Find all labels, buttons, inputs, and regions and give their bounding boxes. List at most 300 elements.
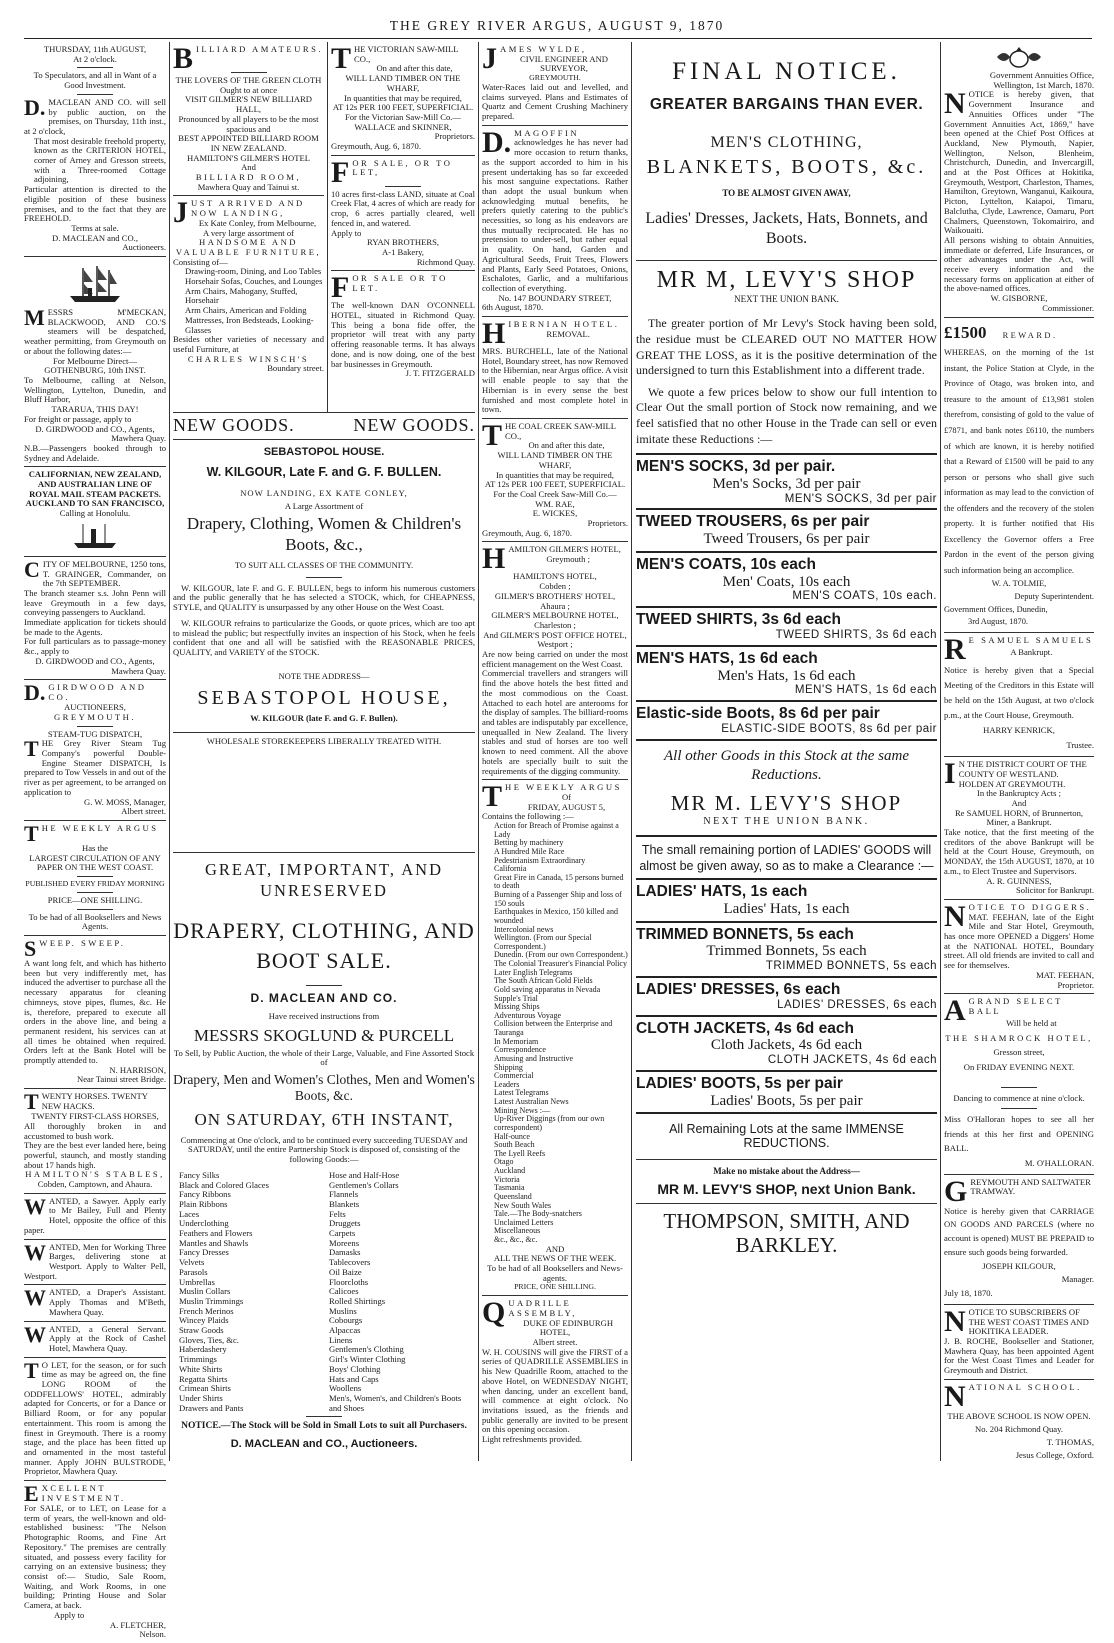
ad-body: MRS. BURCHELL, late of the National Hotel, Boundary street, has now Removed to the Hibernian, near Argus office. A visit will enable people to say that the Hibernian is in every sense the best furnished and most complete hotel in town. [482,346,628,415]
ad-line: Consisting of— [173,256,228,267]
list-item: Betting by machinery [494,838,564,848]
list-item: Regatta Shirts [179,1373,228,1384]
ad-signature: N. HARRISON, [109,1064,166,1075]
list-item: Felts [329,1208,346,1219]
list-item: Rolled Shirtings [329,1295,386,1306]
ad-line: Light refreshments provided. [482,1434,582,1445]
ad-body: W. H. COUSINS will give the FIRST of a series of QUADRILLE ASSEMBLIES in his New Quadrille Room, attached to the above Hotel, on WEDNESDAY NIGHT, when dancing, under an excellent band, will commence at eight o'clock. No invitations issued, as the friends and public generally are invited to be present on this opening occasion. [482,1346,628,1435]
price-line: MEN'S COATS, 10s each. [792,590,937,603]
ad-body: A want long felt, and which has hitherto been but very indifferently met, has induced the advertiser to purchase all the necessary apparatus for cleaning chimneys, stove pipes, flumes, &c. He is, therefore, prepared to execute all orders in the above line, and being a permanent resident, his services can at all times be obtained when required. Orders left at the Bank Hotel will be promptly attended to. [24,958,166,1066]
ad-body: Besides other varieties of necessary and useful Furniture, at [173,334,324,354]
ad-heading: REYMOUTH AND SALTWATER TRAMWAY. [970,1176,1091,1197]
ad-signature: W. A. TOLMIE, [991,579,1047,589]
ad-body: That most desirable freehold property, known as the CRITERION HOTEL, corner of Arney and Gresson streets, with a Three-roomed Cottage adjoining, [34,135,166,185]
ad-tramway: GREYMOUTH AND SALTWATER TRAMWAY. Notice is hereby given that CARRIAGE ON GOODS AND PARCELS (where no account is opened) MUST BE PREPAID to ensure such goods being forwarded. JOSEPH KILGOUR, Manager. July 18, 1870. [944,1175,1094,1305]
ad-kilgour [173,412,475,852]
list-item: Parasols [179,1266,208,1277]
ad-line: TARARUA, THIS DAY! [51,404,139,415]
list-item: Tale.—The Body-snatchers [494,1209,582,1219]
price-line: Ladies' Hats, 1s each [723,901,850,918]
ad-line: No. 147 BOUNDARY STREET, [498,292,612,303]
column-7 [944,42,1094,1462]
list-item: Floorcloths [329,1276,369,1287]
masthead: THE GREY RIVER ARGUS, AUGUST 9, 1870 [389,18,725,33]
ad-signature: A-1 Bakery, [382,246,424,257]
ad-signature: D. MACLEAN and CO., Auctioneers. [230,1438,418,1451]
levy-price-list [636,453,937,741]
ad-body: J. B. ROCHE, Bookseller and Stationer, Mawhera Quay, has been appointed Agent for the West Coast Times and Leader for Greymouth and District. [944,1336,1094,1376]
ad-line: GREYMOUTH. [529,73,581,83]
price-line: Ladies' Boots, 5s per pair [710,1092,863,1109]
ad-signature: Deputy Superintendent. [1014,592,1094,602]
ad-line: A Bankrupt. [1010,647,1053,658]
list-item: Cobourgs [329,1315,363,1326]
ad-line: WILL LAND TIMBER ON THE WHARF, [345,73,461,93]
goods-list-left [179,1171,319,1414]
ad-line: No. 204 Richmond Quay. [975,1423,1063,1434]
column-rule [478,42,479,1461]
ad-maclean-sale [173,852,475,1452]
ad-body: N.B.—Passengers booked through to Sydney and Adelaide. [24,442,166,463]
ad-weekly-argus-contents: THE WEEKLY ARGUS Of FRIDAY, AUGUST 5, Contains the following :— Action for Breach of Promise against a Lady Betting by machinery A Hundred Mile Race Pedestrianism Extraordinary California Great Fire in Canada, 15 persons burned to death Burning of a Passenger Ship and loss of 150 souls Earthquakes in Mexico, 150 killed and wounded Intercolonial news Wellington. (From our Special Correspondent.) Dunedin. (From our own Correspondent.) The Colonial Treasurer's Financial Policy Later English Telegrams The South African Gold Fields Gold saving apparatus in Nevada Supple's Trial Missing Ships Adventurous Voyage Collision between the Enterprise and Tauranga In Memoriam Correspondence Amusing and Instructive Shipping Commercial Leaders Latest Telegrams Latest Australian News Mining News :— Up-River Diggings (from our own correspondent) Half-ounce South Beach The Lyell Reefs Otago Auckland Victoria Tasmania Queensland New South Wales Tale.—The Body-snatchers Unclaimed Letters Miscellaneous &c., &c., &c. AND ALL THE NEWS OF THE WEEK. To be had of all Booksellers and News-agents. PRICE, ONE SHILLING. [482,780,628,1296]
list-item: Queensland [494,1191,532,1201]
list-item: Arm Chairs, American and Folding [185,305,307,316]
ad-ball: AGRAND SELECT BALL Will be held at THE SHAMROCK HOTEL, Gresson street, On FRIDAY EVENING NEXT. Dancing to commence at nine o'clock. Miss O'Halloran hopes to see all her friends at this her first and OPENING BALL. M. O'HALLORAN. [944,994,1094,1174]
ad-line: W. KILGOUR (late F. and G. F. Bullen). [250,712,398,723]
price-line: MEN'S HATS, 1s 6d each [794,684,937,697]
list-item: Carpets [329,1228,356,1239]
list-item: Drawers and Pants [179,1402,244,1413]
list-item: Up-River Diggings (from our own correspondent) [494,1114,605,1132]
ad-line: Government Annuities Office, [989,70,1094,80]
ad-heading: THE SHAMROCK HOTEL, [945,1032,1093,1043]
ad-line: For the Victorian Saw-Mill Co.— [344,111,462,122]
list-item: Action for Breach of Promise against a Lady [494,821,619,839]
column-rule [169,42,170,1461]
list-item: Under Shirts [179,1392,223,1403]
list-item: A Hundred Mile Race [494,846,565,856]
ad-line: Apply to [54,1609,85,1620]
ad-body: acknowledges he has never had more occasion to return thanks, as the support accorded to him in his present undertaking has so far exceeded his most sanguine expectations. Rather than adopt the usual bunkum when acknowledging mutual benefits, he prefers quietly catering to the public's necessities, so long as his endeavors are thus mutually reciprocated. He has no pretension to under-sell, but rather equal in quality. On hand, Garden and Agricultural Seeds, Fruit Trees, Flowers and Plants, Early Seed Potatoes, Onions, Eschalotes, Garlic, and a multifarious collection of everything. [482,137,628,293]
ad-line: Terms at sale. [71,222,119,233]
list-item: Hose and Half-Hose [329,1169,400,1180]
ad-criterion-hotel: THURSDAY, 11th AUGUST, At 2 o'clock. To Speculators, and all in Want of a Good Investment. D. MACLEAN AND CO. will sell by public auction, on the premises, on Thursday, 11th inst., at 2 o'clock, That most desirable freehold property, known as the CRITERION HOTEL, corner of Arney and Gresson streets, with a Three-roomed Cottage adjoining, Particular attention is directed to the eligible position of these business premises, and to the fact that they are FREEHOLD. Terms at sale. D. MACLEAN and CO., Auctioneers. [24,42,166,257]
ad-wanted-sawyer: WANTED, a Sawyer. Apply early to Mr Bailey, Full and Plenty Hotel, opposite the office of this paper. [24,1194,166,1240]
price-item [636,878,937,922]
ad-signature: A. R. GUINNESS, [986,875,1052,886]
ad-body: Commercial travellers and strangers will find the above hotels the best fitted and the most commodious on the Coast. Attached to each hotel are anterooms for the display of samples. The billiard-rooms and tables are indisputably par excellence, unequalled in New Zealand. The livery stables and stud of horses are too well known to need comment. All the above hotels are specially built to suit the requirements of the digging community. [482,668,628,776]
ad-signature: Proprietors. [587,518,628,529]
ad-body: Are now being carried on under the most efficient management on the West Coast. [482,649,628,669]
kilgour-name: W. KILGOUR, Late F. and G. F. BULLEN. [206,464,442,479]
ad-heading: OR SALE, OR TO LET, [352,157,453,178]
list-item: Muslin Collars [179,1286,231,1297]
ad-heading: OTICE TO DIGGERS. [968,901,1092,912]
ad-heading: WENTY HORSES. TWENTY NEW HACKS. [41,1091,148,1111]
ad-line: GILMER'S BROTHERS' HOTEL, [494,590,616,601]
ad-body: The branch steamer s.s. John Penn will leave Greymouth in a few days, conveying passengers to Auckland. [24,587,166,618]
ad-heading: ATIONAL SCHOOL. [968,1381,1082,1392]
ad-line: Gresson street, [993,1047,1045,1058]
ad-line: At 2 o'clock. [73,53,117,64]
list-item: Black and Colored Glaces [179,1179,269,1190]
ad-body: The well-known DAN O'CONNELL HOTEL, situated in Richmond Quay. This being a bona fide offer, the proprietor will treat with any party offering reasonable terms. It has always done, and is now doing, one of the best bar businesses in Greymouth. [331,300,475,369]
levy-line: TO BE ALMOST GIVEN AWAY, [722,188,851,199]
list-item: Supple's Trial [494,993,538,1003]
ad-steamers: MESSRS M'MECKAN, BLACKWOOD, AND CO.'S steamers will be despatched, weather permitting, from Greymouth on or about the following dates:— For Melbourne Direct— GOTHENBURG, 10th INST. To Melbourne, calling at Nelson, Wellington, Lyttelton, Dunedin, and Bluff Harbor, TARARUA, THIS DAY! For freight or passage, apply to D. GIRDWOOD and CO., Agents, Mawhera Quay. N.B.—Passengers booked through to Sydney and Adelaide. [24,257,166,467]
list-item: Drawing-room, Dining, and Loo Tables [185,266,322,277]
column-rule [631,42,632,1461]
ad-signature: A. FLETCHER, [109,1619,166,1630]
list-item: Girl's Winter Clothing [329,1354,406,1365]
ad-heading: GIRDWOOD AND CO. [48,682,147,702]
ad-body: ITY OF MELBOURNE, 1250 tons, T. GRAINGER, Commander, on the 7th SEPTEMBER. [42,558,166,589]
ad-diggers: NOTICE TO DIGGERS. MAT. FEEHAN, late of the Eight Mile and Star Hotel, Greymouth, has once more OPENED a Diggers' Home at the NATIONAL HOTEL, Boundary street. All old friends are invited to call and see for themselves. MAT. FEEHAN, Proprietor. [944,900,1094,994]
price-line: Trimmed Bonnets, 5s each [706,943,867,960]
kilgour-house: SEBASTOPOL HOUSE. [263,446,385,459]
price-heading: LADIES' BOOTS, 5s per pair [636,1074,843,1092]
ad-body: They are the best ever landed here, being powerful, staunch, and mostly standing about 17 hands high. [24,1140,166,1170]
ad-hibernian: HIBERNIAN HOTEL. REMOVAL. MRS. BURCHELL, late of the National Hotel, Boundary street, has now Removed to the Hibernian, near Argus office. A visit will enable people to say that the Hibernian is in every sense the best furnished and most complete hotel in town. [482,317,628,419]
list-item: Boys' Clothing [329,1363,381,1374]
list-item: Tasmania [494,1183,525,1193]
price-item [636,606,937,647]
price-item [636,921,937,978]
list-item: Later English Telegrams [494,967,573,977]
list-item: Woollens [329,1383,362,1394]
ad-line: A very large assortment of [202,227,294,238]
ad-line: To Speculators, and all in Want of a Good Investment. [33,70,157,91]
ad-weekly-argus: THE WEEKLY ARGUS Has the LARGEST CIRCULATION OF ANY PAPER ON THE WEST COAST. PUBLISHED EVERY FRIDAY MORNING PRICE—ONE SHILLING. To be had of all Booksellers and News Agents. [24,821,166,936]
list-item: Pedestrianism Extraordinary [494,855,586,865]
list-item: Druggets [329,1218,361,1229]
ad-line: Wellington, 1st March, 1870. [993,79,1094,90]
list-item: Crimean Shirts [179,1383,231,1394]
list-item: Gentlemen's Clothing [329,1344,404,1355]
ad-line: Ought to at once [219,84,278,95]
ad-body: OTICE is hereby given, that Government Insurance and Annuities Offices under "The Government Annuities Act, 1869," have been opened at the Chief Post Offices at Auckland, New Plymouth, Napier, Wellington, Nelson, Blenheim, Christchurch, Dunedin, and Invercargill, and at the Post Offices at Hokitika, Greymouth, Westport, Charleston, Thames, Hamilton, Greytown, Wanganui, Kaikoura, Picton, Lyttelton, Kaiapoi, Timaru, Balclutha, Clyde, Lawrence, Oamaru, Port Chalmers, Queenstown, Tokomairiro, and Waikouaiti. [944,89,1094,236]
price-heading: MEN'S SOCKS, 3d per pair. [636,458,836,476]
list-item: Earthquakes in Mexico, 150 killed and wounded [494,907,618,925]
ad-heading: UADRILLE ASSEMBLY, [508,1298,577,1318]
kilgour-goods: Drapery, Clothing, Women & Children's Boots, &c., [186,514,462,554]
ad-heading: CHARLES WINSCH'S [187,353,310,364]
ad-city-of-melbourne: CITY OF MELBOURNE, 1250 tons, T. GRAINGER, Commander, on the 7th SEPTEMBER. The branch steamer s.s. John Penn will leave Greymouth in a few days, conveying passengers to Auckland. Immediate application for tickets should be made to the Agents. For full particulars as to passage-money &c., apply to D. GIRDWOOD and CO., Agents, Mawhera Quay. [24,557,166,680]
ad-body: WHEREAS, on the morning of the 1st instant, the Police Station at Clyde, in the Province of Otago, was broken into, and treasure to the amount of £13,981 stolen therefrom, consisting of gold to the value of £7871, and bank notes £6110, the numbers of which are known, it is hereby notified that a Reward of £1500 will be paid to any person or persons who shall give such information as may lead to the conviction of the offenders and the recovery of the stolen property. It is further notified that His Excellency the Governor offers a Free Pardon in the event of the person giving such information being an accomplice. [944,348,1094,575]
list-item: Mattresses, Iron Bedsteads, Looking-Glasses [185,314,314,335]
price-line: ELASTIC-SIDE BOOTS, 8s 6d per pair [721,723,937,735]
sale-title: DRAPERY, CLOTHING, AND BOOT SALE. [173,917,475,973]
list-item: South Beach [494,1140,535,1150]
price-line: LADIES' DRESSES, 6s each [777,998,937,1011]
ad-line: Greymouth ; [546,554,591,565]
ad-line: And [241,162,256,173]
ad-heading: XCELLENT INVESTMENT. [41,1483,126,1503]
ad-wanted-draper: WANTED, a Draper's Assistant. Apply Thomas and M'Beth, Mawhera Quay. [24,1285,166,1321]
ad-body: HE Grey River Steam Tug Company's powerful Double-Engine Steamer DISPATCH, Is prepared to Tow Vessels in and out of the river as per agreement, to be arranged on application to [24,738,166,797]
ad-annuities: Government Annuities Office, Wellington, 1st March, 1870. NOTICE is hereby given, that Government Insurance and Annuities Offices under "The Government Annuities Act, 1869," have been opened at the Chief Post Offices at Auckland, New Plymouth, Napier, Wellington, Nelson, Blenheim, Christchurch, Dunedin, and Invercargill, and at the Post Offices at Hokitika, Greymouth, Westport, Charleston, Thames, Hamilton, Greytown, Wanganui, Kaikoura, Picton, Lyttelton, Kaiapoi, Timaru, Balclutha, Clyde, Lawrence, Oamaru, Port Chalmers, Queenstown, Tokomairiro, and Waikouaiti. All persons wishing to obtain Annuities, immediate or deferred, Life Insurances, or other advantages under the Act, will receive every information and the necessary forms on application at either of the above-named offices. W. GISBORNE, Commissioner. [944,42,1094,318]
ad-girdwood: D. GIRDWOOD AND CO. AUCTIONEERS, GREYMOUTH. STEAM-TUG DISPATCH, THE Grey River Steam Tug Company's powerful Double-Engine Steamer DISPATCH, Is prepared to Tow Vessels in and out of the river as per agreement, to be arranged on application to G. W. MOSS, Manager, Albert street. [24,680,166,821]
ad-signature: W. GISBORNE, [990,293,1048,304]
list-item: Plain Ribbons [179,1198,228,1209]
list-item: Flannels [329,1189,359,1200]
ad-signature: Solicitor for Bankrupt. [1015,885,1094,896]
list-item: Dunedin. (From our own Correspondent.) [494,950,628,960]
ad-line: Calling at Honolulu. [59,508,131,519]
price-item [636,976,937,1017]
list-item: Victoria [494,1174,520,1184]
levy-address: MR M. LEVY'S SHOP, next Union Bank. [657,1180,916,1197]
ad-body: MACLEAN AND CO. will sell by public auction, on the premises, on Thursday, 11th inst., at 2 o'clock, [24,96,166,136]
price-item [636,1070,937,1114]
ad-magoffin: D. MAGOFFIN acknowledges he has never had more occasion to return thanks, as the support accorded to him in his present undertaking has so far exceeded his most sanguine expectations. Rather than adopt the usual bunkum when acknowledging mutual benefits, he prefers quietly catering to the public's necessities, so long as his endeavors are thus mutually reciprocated. He has no pretension to under-sell, but rather equal in quality. On hand, Garden and Agricultural Seeds, Fruit Trees, Flowers and Plants, Early Seed Potatoes, Onions, Eschalotes, Garlic, and a multifarious collection of everything. No. 147 BOUNDARY STREET, 6th August, 1870. [482,126,628,317]
ad-signature: E. WICKES, [532,508,578,519]
ad-heading: UST ARRIVED AND NOW LANDING, [191,198,305,219]
ad-investment: EXCELLENT INVESTMENT. For SALE, or to LET, on Lease for a term of years, the well-known and old-established business: "The Nelson Photographic Rooms, and Fine Art Repository." The premises are centrally situated, and possess every facility for carrying on an extensive business; they consist of:— Studio, Sale Room, Waiting, and Work Rooms, in one building; Printing House and Solar Camera, at back. Apply to A. FLETCHER, Nelson. [24,1481,166,1640]
ad-line: To be had of all Booksellers and News Agents. [28,911,162,932]
ad-line: Westport ; [537,639,573,650]
ad-james-wylde: JAMES WYLDE, CIVIL ENGINEER AND SURVEYOR, GREYMOUTH. Water-Races laid out and levelled, and claims surveyed. Plans and Estimates of Quartz and Cement Crushing Machinery prepared. [482,42,628,126]
list-item: Calicoes [329,1286,359,1297]
ad-line: FRIDAY, AUGUST 5, [527,801,606,812]
ad-line: Albert street. [532,1337,578,1348]
ad-heading: GREYMOUTH. [53,711,137,722]
ad-signature: Commissioner. [1042,302,1094,313]
ad-line: Greymouth, Aug. 6, 1870. [331,141,421,152]
ad-line: TO SUIT ALL CLASSES OF THE COMMUNITY. [234,560,414,571]
list-item: Moreens [329,1237,360,1248]
ad-body: All persons wishing to obtain Annuities, immediate or deferred, Life Insurances, or other advantages under the Act, will receive every information and the necessary forms on application at either of the above-named offices. [944,234,1094,294]
list-item: In Memoriam [494,1036,539,1046]
ad-heading: CALIFORNIAN, NEW ZEALAND, AND AUSTRALIAN LINE OF ROYAL MAIL STEAM PACKETS. [28,469,162,499]
ad-body: To Melbourne, calling at Nelson, Wellington, Lyttelton, Dunedin, and Bluff Harbor, [24,374,166,405]
ad-gilmer-hotels: HAMILTON GILMER'S HOTEL, Greymouth ; HAMILTON'S HOTEL, Cobden ; GILMER'S BROTHERS' HOTEL, Ahaura ; GILMER'S MELBOURNE HOTEL, Charleston ; And GILMER'S POST OFFICE HOTEL, Westport ; Are now being carried on under the most efficient management on the West Coast. Commercial travellers and strangers will find the above hotels the best fitted and the most commodious on the Coast. Attached to each hotel are anterooms for the display of samples. The billiard-rooms and tables are indisputably par excellence, unequalled in New Zealand. The livery stables and stud of horses are too well known to need comment. All the above hotels are specially built to suit the requirements of the digging community. [482,542,628,780]
ad-line: Have received instructions from [268,1010,380,1021]
ad-district-court: I N THE DISTRICT COURT OF THE COUNTY OF WESTLAND. HOLDEN AT GREYMOUTH. In the Bankruptcy Acts ; And Re SAMUEL HORN, of Brunnerton, Miner, a Bankrupt. Take notice, that the first meeting of the creditors of the above Bankrupt will be held at the Court House, Greymouth, on MONDAY, the 15th AUGUST, 1870, at 10 a.m., to Elect Trustee and Supervisors. A. R. GUINNESS, Solicitor for Bankrupt. [944,757,1094,900]
list-item: Fancy Dresses [179,1247,229,1258]
list-item: Great Fire in Canada, 15 persons burned to death [494,872,624,891]
ad-line: Mawhera Quay and Tainui st. [197,181,300,192]
ad-line: GOTHENBURG, 10th INST. [44,365,146,376]
goods-list-right [329,1171,469,1414]
ad-signature: M. O'HALLORAN. [1024,1158,1094,1169]
levy-line: NEXT THE UNION BANK. [703,815,870,827]
ad-line: AT 12s PER 100 FEET, SUPERFICIAL. [484,479,626,490]
levy-line: Ladies' Dresses, Jackets, Hats, Bonnets, and Boots. [645,209,928,248]
list-item: The Colonial Treasurer's Financial Policy [494,959,627,969]
ad-reward [944,318,1094,633]
ad-line: DUKE OF EDINBURGH HOTEL, [523,1317,614,1338]
ad-line: On and after this date, [376,63,453,74]
price-item [636,1015,937,1072]
ad-victorian-sawmill: THE VICTORIAN SAW-MILL CO., On and after this date, WILL LAND TIMBER ON THE WHARF, In quantities that may be required, AT 12s PER 100 FEET, SUPERFICIAL. For the Victorian Saw-Mill Co.— WALLACE and SKINNER, Proprietors. Greymouth, Aug. 6, 1870. [331,42,475,156]
ad-levy [636,42,937,1462]
ad-heading: OR SALE OR TO LET. [352,273,448,294]
ad-line: Government Offices, Dunedin, [944,604,1048,614]
levy-title: FINAL NOTICE. [672,58,901,85]
goods-heading: Drapery, Men and Women's Clothes, Men and Women's Boots, &c. [173,1072,475,1104]
ad-body: Commencing at One o'clock, and to be continued every succeeding TUESDAY and SATURDAY, until the entire Partnership Stock is disposed of, consisting of the following Goods:— [180,1134,468,1165]
ad-line: REMOVAL. [546,328,590,339]
list-item: Commercial [494,1071,534,1081]
list-item: Latest Telegrams [494,1088,549,1098]
ad-signature: MAT. FEEHAN, [1036,969,1094,980]
levy-line: NEXT THE UNION BANK. [734,294,839,305]
list-item: Gold saving apparatus in Nevada [494,984,601,994]
list-item: Miscellaneous [494,1226,541,1236]
ad-quadrille: QUADRILLE ASSEMBLY, DUKE OF EDINBURGH HOTEL, Albert street. W. H. COUSINS will give the FIRST of a series of QUADRILLE ASSEMBLIES in his New Quadrille Room, attached to the above Hotel, on WEDNESDAY NIGHT, when dancing, under an excellent band, will commence at eight o'clock. No invitations issued, as the friends and public generally are invited to be present on this opening occasion. Light refreshments provided. [482,1296,628,1445]
ad-heading: GRAND SELECT BALL [968,996,1063,1016]
list-item: Muslin Trimmings [179,1295,244,1306]
ad-heading: OTICE TO SUBSCRIBERS OF THE WEST COAST TIMES AND HOKITIKA LEADER. [968,1306,1089,1337]
price-line: TRIMMED BONNETS, 5s each [765,959,937,972]
ad-heading: HANDSOME AND VALUABLE FURNITURE, [175,237,322,257]
ad-line: THE ABOVE SCHOOL IS NOW OPEN. [947,1410,1091,1421]
ad-line: Boundary street. [267,363,324,374]
ad-line: July 18, 1870. [944,1288,993,1299]
ad-heading: STEAM-TUG DISPATCH, [47,728,143,739]
ad-line: 3rd August, 1870. [968,617,1029,627]
ad-line: For freight or passage, apply to [24,413,132,424]
list-item: New South Wales [494,1200,551,1210]
list-item: Laces [179,1208,200,1219]
ad-line: Charleston ; [534,619,576,630]
ad-line: In the Bankruptcy Acts ; [976,788,1061,799]
list-item: Tablecovers [329,1257,371,1268]
list-item: Velvets [179,1257,205,1268]
levy-body: The greater portion of Mr Levy's Stock having been sold, the residue must be CLEARED OUT NO MATTER HOW GREAT THE LOSS, as it is the positive determination of the undersigned to turn this Establishment into a different trade. [636,316,937,378]
ad-heading: ILLIARD AMATEURS. [196,44,324,54]
ad-line: A Large Assortment of [284,500,364,511]
ad-body: All thoroughly broken in and accustomed to bush work. [24,1120,166,1141]
ad-line: PRICE—ONE SHILLING. [47,894,143,905]
list-item: Burning of a Passenger Ship and loss of 150 souls [494,890,622,908]
ad-signature: WM. RAE, [535,498,575,509]
ad-body: Take notice, that the first meeting of the creditors of the above Bankrupt will be held at the Court House, Greymouth, on MONDAY, the 15th AUGUST, 1870, at 10 a.m., to Elect Trustee and Supervisors. [944,827,1094,876]
ad-line: PRICE, ONE SHILLING. [514,1282,596,1292]
list-item: Muslins [329,1305,357,1316]
levy-heading: BLANKETS, BOOTS, &c. [646,155,927,178]
list-item: Missing Ships [494,1002,540,1012]
ad-line: To Sell, by Public Auction, the whole of their Large, Valuable, and Fine Assorted Stock of [173,1047,475,1068]
ad-sweep: SWEEP. SWEEP. A want long felt, and which has hitherto been but very indifferently met, has induced the advertiser to purchase all the necessary apparatus for cleaning chimneys, stove pipes, flumes, &c. He is, therefore, prepared to execute all orders in the above line, and being a permanent resident, his services can at all times be obtained when required. Orders left at the Bank Hotel will be promptly attended to. N. HARRISON, Near Tainui street Bridge. [24,936,166,1089]
ad-heading: HE COAL CREEK SAW-MILL CO., [505,421,616,441]
price-line: Men' Coats, 10s each [722,573,851,590]
ad-signature: Trustee. [1066,740,1094,751]
list-item: Auckland [494,1166,526,1176]
ad-signature: J. T. FITZGERALD [405,368,475,379]
ad-body: ANTED, a Sawyer. Apply early to Mr Bailey, Full and Plenty Hotel, opposite the office of this paper. [24,1195,166,1235]
ad-wanted-men: WANTED, Men for Working Three Barges, delivering stone at Westport. Apply to Walter Pell, Westport. [24,1240,166,1286]
list-item: Hats and Caps [329,1373,379,1384]
ad-line: GILMER'S MELBOURNE HOTEL, [491,610,619,621]
ad-signature: RYAN BROTHERS, [366,237,440,248]
kilgour-heading: NEW GOODS. [173,415,295,435]
kilgour-address: SEBASTOPOL HOUSE, [197,687,451,710]
ad-line: Pronounced by all players to be the most spacious and [178,113,319,134]
price-line: MEN'S SOCKS, 3d per pair [784,492,937,505]
list-item: Mantles and Shawls [179,1237,249,1248]
levy-body: The small remaining portion of LADIES' GOODS will almost be given away, so as to make a Clearance :— [639,843,934,873]
ad-body: Particular attention is directed to the eligible position of these business premises, and to the fact that they are FREEHOLD. [24,184,166,224]
ad-signature: T. THOMAS, [1046,1436,1094,1447]
ad-line: HAMILTON'S HOTEL, [513,571,597,582]
ad-line: Ahaura ; [540,600,570,611]
list-item: Blankets [329,1198,360,1209]
ad-body: MAT. FEEHAN, late of the Eight Mile and Star Hotel, Greymouth, has once more OPENED a Diggers' Home at the NATIONAL HOTEL, Boundary street. All old friends are invited to call and see for themselves. [944,911,1094,971]
list-item: White Shirts [179,1363,223,1374]
ad-line: Dancing to commence at nine o'clock. [953,1092,1085,1103]
ad-line: HAMILTON'S GILMER'S HOTEL [187,152,310,163]
price-heading: LADIES' HATS, 1s each [636,883,808,901]
ad-heading: REWARD. [1002,330,1058,340]
list-item: Straw Goods [179,1325,224,1336]
list-item: Adventurous Voyage [494,1010,562,1020]
ad-signature: Richmond Quay. [416,256,475,267]
sale-date: ON SATURDAY, 6TH INSTANT, [194,1110,454,1130]
column-1 [24,42,166,1640]
list-item: Fancy Ribbons [179,1189,231,1200]
auctioneer-name: D. MACLEAN AND CO. [250,991,398,1006]
price-heading: MEN'S HATS, 1s 6d each [636,649,818,667]
price-heading: Elastic-side Boots, 8s 6d per pair [636,705,880,723]
ad-signature: WALLACE and SKINNER, [354,121,452,132]
sale-notice: NOTICE.—The Stock will be Sold in Small Lots to suit all Purchasers. [181,1421,467,1432]
ad-body: O LET, for the season, or for such time as may be agreed on, the fine LONG ROOM of the ODDFELLOWS' HOTEL, admirably adapted for Concerts, or for a Dance or Billiard Room, or for any popular entertainment. This room is among the finest in Greymouth. There is a roomy stage, and the place has been fitted up and ornamented in the most tasteful manner. Apply JOHN BULSTRODE, Proprietor, Mawhera Quay. [24,1359,166,1477]
ad-heading: TWENTY FIRST-CLASS HORSES, [31,1111,159,1122]
price-heading: TWEED SHIRTS, 3s 6d each [636,611,841,629]
ad-body: W. KILGOUR refrains to particularize the Goods, or quote prices, which are too apt to mislead the public; but respectfully invites an inspection of his Stock, when he feels confident that one and all will be satisfied with the REASONABLE PRICES, QUALITY, and VARIETY of the STOCK. [173,617,475,657]
price-item [636,508,937,552]
price-heading: LADIES' DRESSES, 6s each [636,980,841,998]
list-item: Amusing and Instructive [494,1053,574,1063]
price-heading: MEN'S COATS, 10s each [636,555,816,573]
ad-horses: TWENTY HORSES. TWENTY NEW HACKS. TWENTY FIRST-CLASS HORSES, All thoroughly broken in and accustomed to bush work. They are the best ever landed here, being powerful, staunch, and mostly standing about 17 hands high. HAMILTON'S STABLES, Cobden, Camptown, and Ahaura. [24,1089,166,1194]
ad-signature: Manager. [1061,1274,1094,1285]
column-4 [482,42,628,1462]
levy-line: All other Goods in this Stock at the same Reductions. [664,747,909,784]
price-item [636,645,937,702]
reward-amount: £1500 [944,322,987,342]
list-item: Haberdashery [179,1344,227,1355]
ad-line: Has the [81,843,108,853]
ad-samuels: R E SAMUEL SAMUELS A Bankrupt. Notice is hereby given that a Special Meeting of the Creditors in this Estate will be held on the 15th August, at two o'clock p.m., at the Court House, Greymouth. HARRY KENRICK, Trustee. [944,633,1094,757]
list-item: Intercolonial news [494,924,554,934]
ship-icon [65,262,125,306]
price-item [636,700,937,741]
ad-body: Water-Races laid out and levelled, and claims surveyed. Plans and Estimates of Quartz and Cement Crushing Machinery prepared. [482,81,628,122]
ad-dan-oconnell: FOR SALE OR TO LET. The well-known DAN O'CONNELL HOTEL, situated in Richmond Quay. This being a bona fide offer, the proprietor will treat with any party offering reasonable terms. It has always done, and is now doing, one of the best bar businesses in Greymouth. J. T. FITZGERALD [331,271,475,379]
levy-line: Make no mistake about the Address— [713,1165,860,1176]
ad-line: THURSDAY, 11th AUGUST, [43,44,147,54]
levy-price-list-ladies [636,878,937,1114]
list-item: &c., &c., &c. [494,1235,538,1245]
ad-body: Immediate application for tickets should be made to the Agents. [24,617,166,637]
ad-furniture: JUST ARRIVED AND NOW LANDING, Ex Kate Conley, from Melbourne, A very large assortment of HANDSOME AND VALUABLE FURNITURE, Consisting of— Drawing-room, Dining, and Loo Tables Horsehair Sofas, Couches, and Lounges Arm Chairs, Mahogany, Stuffed, Horsehair Arm Chairs, American and Folding Mattresses, Iron Bedsteads, Looking-Glasses Besides other varieties of necessary and useful Furniture, at CHARLES WINSCH'S Boundary street. [173,196,324,374]
ad-subscribers: NOTICE TO SUBSCRIBERS OF THE WEST COAST TIMES AND HOKITIKA LEADER. J. B. ROCHE, Bookseller and Stationer, Mawhera Quay, has been appointed Agent for the West Coast Times and Leader for Greymouth and District. [944,1305,1094,1380]
levy-heading: MEN'S CLOTHING, [710,133,863,151]
ad-body: Miss O'Halloran hopes to see all her friends at this her first and OPENING BALL. [944,1114,1094,1154]
ad-line: BEST APPOINTED BILLIARD ROOM IN NEW ZEALAND. [178,133,319,153]
price-line: Men's Hats, 1s 6d each [717,667,856,684]
ad-heading: HE WEEKLY ARGUS [505,782,622,793]
ad-signature: Mawhera Quay. [111,665,166,676]
ad-body: ANTED, a General Servant. Apply at the Rock of Cashel Hotel, Mawhera Quay. [49,1323,166,1353]
ad-line: On and after this date, [528,440,605,451]
ad-signature: Near Tainui street Bridge. [77,1074,166,1085]
ad-line: Greymouth, Aug. 6, 1870. [482,527,572,538]
list-item: Mining News :— [494,1105,550,1115]
